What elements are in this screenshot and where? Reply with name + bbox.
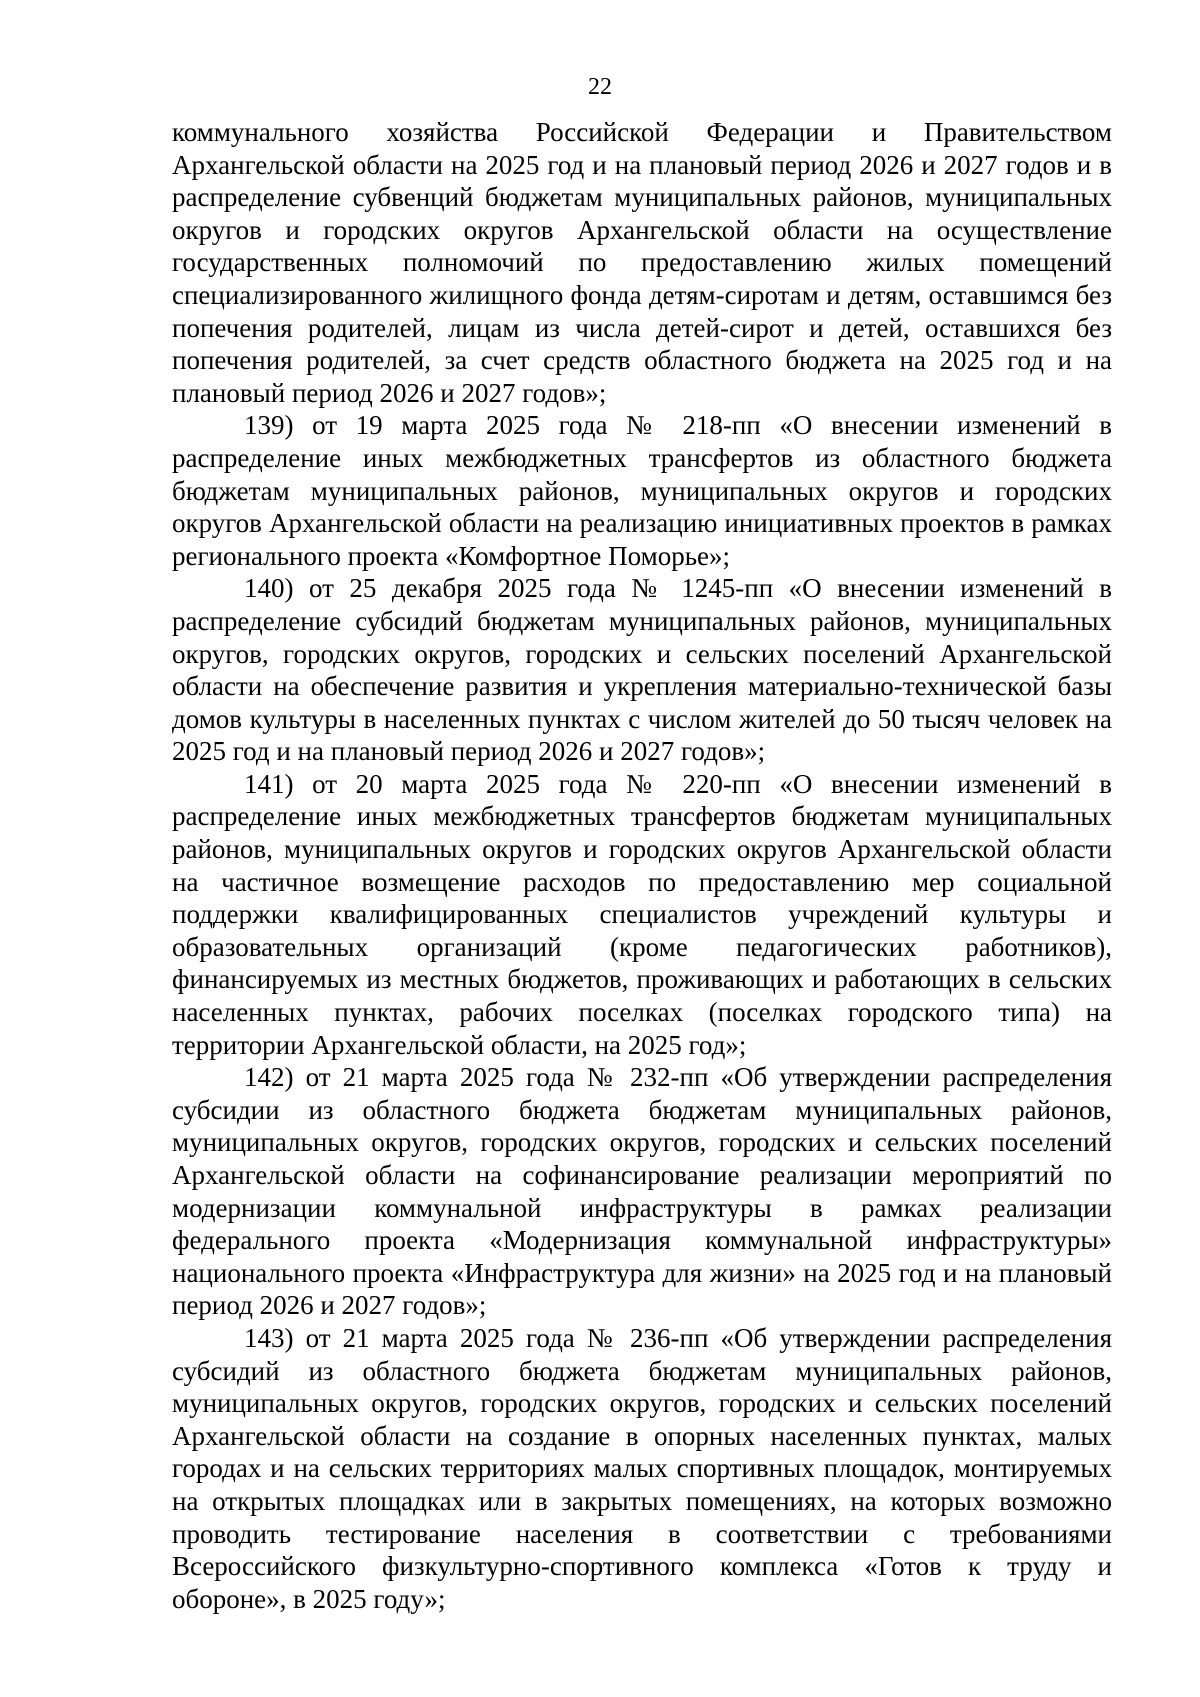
document-body — [172, 116, 1112, 1615]
page-number: 22 — [588, 74, 612, 100]
list-item-140: 140) от 25 декабря 2025 года № 1245-пп «О внесении изменений в распределение субсидий бюджетам муниципальных районов, муниципальных округов, городских округов, городских и сельских поселений Архангельской области на обеспечение развития и укрепления материально-технической базы домов культуры в населенных пунктах с числом жителей до 50 тысяч человек на 2025 год и на плановый период 2026 и 2027 годов»; — [172, 573, 1112, 767]
list-item-139: 139) от 19 марта 2025 года № 218-пп «О внесении изменений в распределение иных межбюджетных трансфертов из областного бюджета бюджетам муниципальных районов, муниципальных округов и городских округов Архангельской области на реализацию инициативных проектов в рамках регионального проекта «Комфортное Поморье»; — [172, 410, 1112, 571]
list-item-143: 143) от 21 марта 2025 года № 236-пп «Об утверждении распределения субсидий из областного бюджета бюджетам муниципальных районов, муниципальных округов, городских округов, городских и сельских поселений Архангельской области на создание в опорных населенных пунктах, малых городах и на сельских территориях малых спортивных площадок, монтируемых на открытых площадках или в закрытых помещениях, на которых возможно проводить тестирование населения в соответствии с требованиями Всероссийского физкультурно-спортивного комплекса «Готов к труду и обороне», в 2025 году»; — [172, 1322, 1112, 1614]
list-item-141: 141) от 20 марта 2025 года № 220-пп «О внесении изменений в распределение иных межбюджетных трансфертов бюджетам муниципальных районов, муниципальных округов и городских округов Архангельской области на частичное возмещение расходов по предоставлению мер социальной поддержки квалифицированных специалистов учреждений культуры и образовательных организаций (кроме педагогических работников), финансируемых из местных бюджетов, проживающих и работающих в сельских населенных пунктах, рабочих поселках (поселках городского типа) на территории Архангельской области, на 2025 год»; — [172, 768, 1112, 1060]
paragraph-continuation: коммунального хозяйства Российской Федерации и Правительством Архангельской области на 2025 год и на плановый период 2026 и 2027 годов и в распределение субвенций бюджетам муниципальных районов, муниципальных округов и городских округов Архангельской области на осуществление государственных полномочий по предоставлению жилых помещений специализированного жилищного фонда детям-сиротам и детям, оставшимся без попечения родителей, лицам из числа детей-сирот и детей, оставшихся без попечения родителей, за счет средств областного бюджета на 2025 год и на плановый период 2026 и 2027 годов»; — [172, 117, 1112, 408]
list-item-142: 142) от 21 марта 2025 года № 232-пп «Об утверждении распределения субсидии из областного бюджета бюджетам муниципальных районов, муниципальных округов, городских округов, городских и сельских поселений Архангельской области на софинансирование реализации мероприятий по модернизации коммунальной инфраструктуры в рамках реализации федерального проекта «Модернизация коммунальной инфраструктуры» национального проекта «Инфраструктура для жизни» на 2025 год и на плановый период 2026 и 2027 годов»; — [172, 1062, 1112, 1321]
